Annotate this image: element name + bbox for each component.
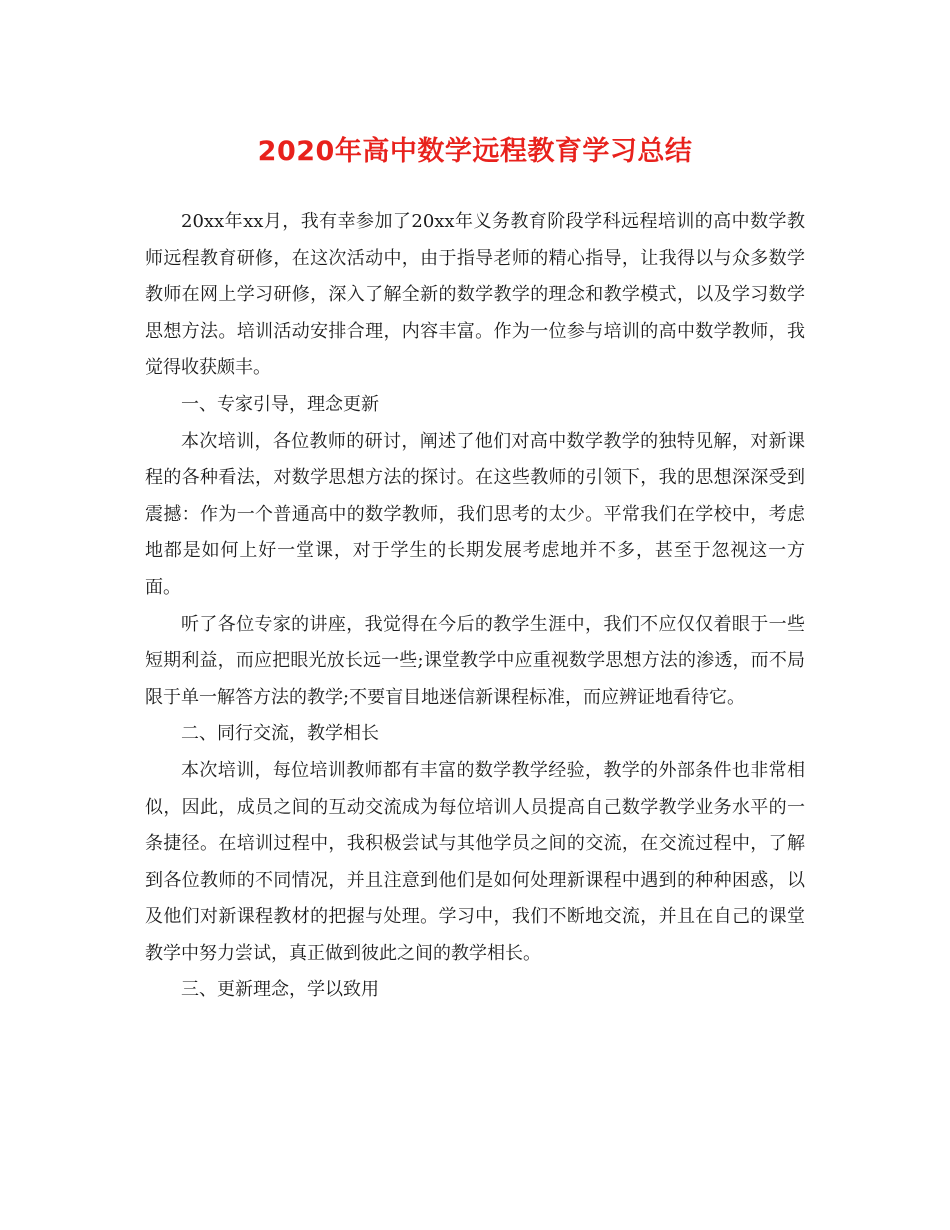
document-body xyxy=(145,204,805,1009)
paragraph-section-1b: 听了各位专家的讲座，我觉得在今后的教学生涯中，我们不应仅仅着眼于一些短期利益，而应把眼光放长远一些;课堂教学中应重视数学思想方法的渗透，而不局限于单一解答方法的教学;不要盲目地迷信新课程标准，而应辨证地看待它。 xyxy=(145,613,805,708)
paragraph-section-2: 本次培训，每位培训教师都有丰富的数学教学经验，教学的外部条件也非常相似，因此，成员之间的互动交流成为每位培训人员提高自己数学教学业务水平的一条捷径。在培训过程中，我积极尝试与其他学员之间的交流，在交流过程中，了解到各位教师的不同情况，并且注意到他们是如何处理新课程中遇到的种种困惑，以及他们对新课程教材的把握与处理。学习中，我们不断地交流，并且在自己的课堂教学中努力尝试，真正做到彼此之间的教学相长。 xyxy=(145,759,805,964)
section-heading-2: 二、同行交流，教学相长 xyxy=(181,723,379,745)
paragraph-intro: 20xx年xx月，我有幸参加了20xx年义务教育阶段学科远程培训的高中数学教师远程教育研修，在这次活动中，由于指导老师的精心指导，让我得以与众多数学教师在网上学习研修，深入了解全新的数学教学的理念和教学模式，以及学习数学思想方法。培训活动安排合理，内容丰富。作为一位参与培训的高中数学教师，我觉得收获颇丰。 xyxy=(145,211,805,379)
paragraph-section-1a: 本次培训，各位教师的研讨，阐述了他们对高中数学教学的独特见解，对新课程的各种看法，对数学思想方法的探讨。在这些教师的引领下，我的思想深深受到震撼：作为一个普通高中的数学教师，我们思考的太少。平常我们在学校中，考虑地都是如何上好一堂课，对于学生的长期发展考虑地并不多，甚至于忽视这一方面。 xyxy=(145,430,805,598)
section-heading-1: 一、专家引导，理念更新 xyxy=(181,393,379,415)
document-title: 2020年高中数学远程教育学习总结 xyxy=(257,136,693,167)
section-heading-3: 三、更新理念，学以致用 xyxy=(181,979,379,1001)
